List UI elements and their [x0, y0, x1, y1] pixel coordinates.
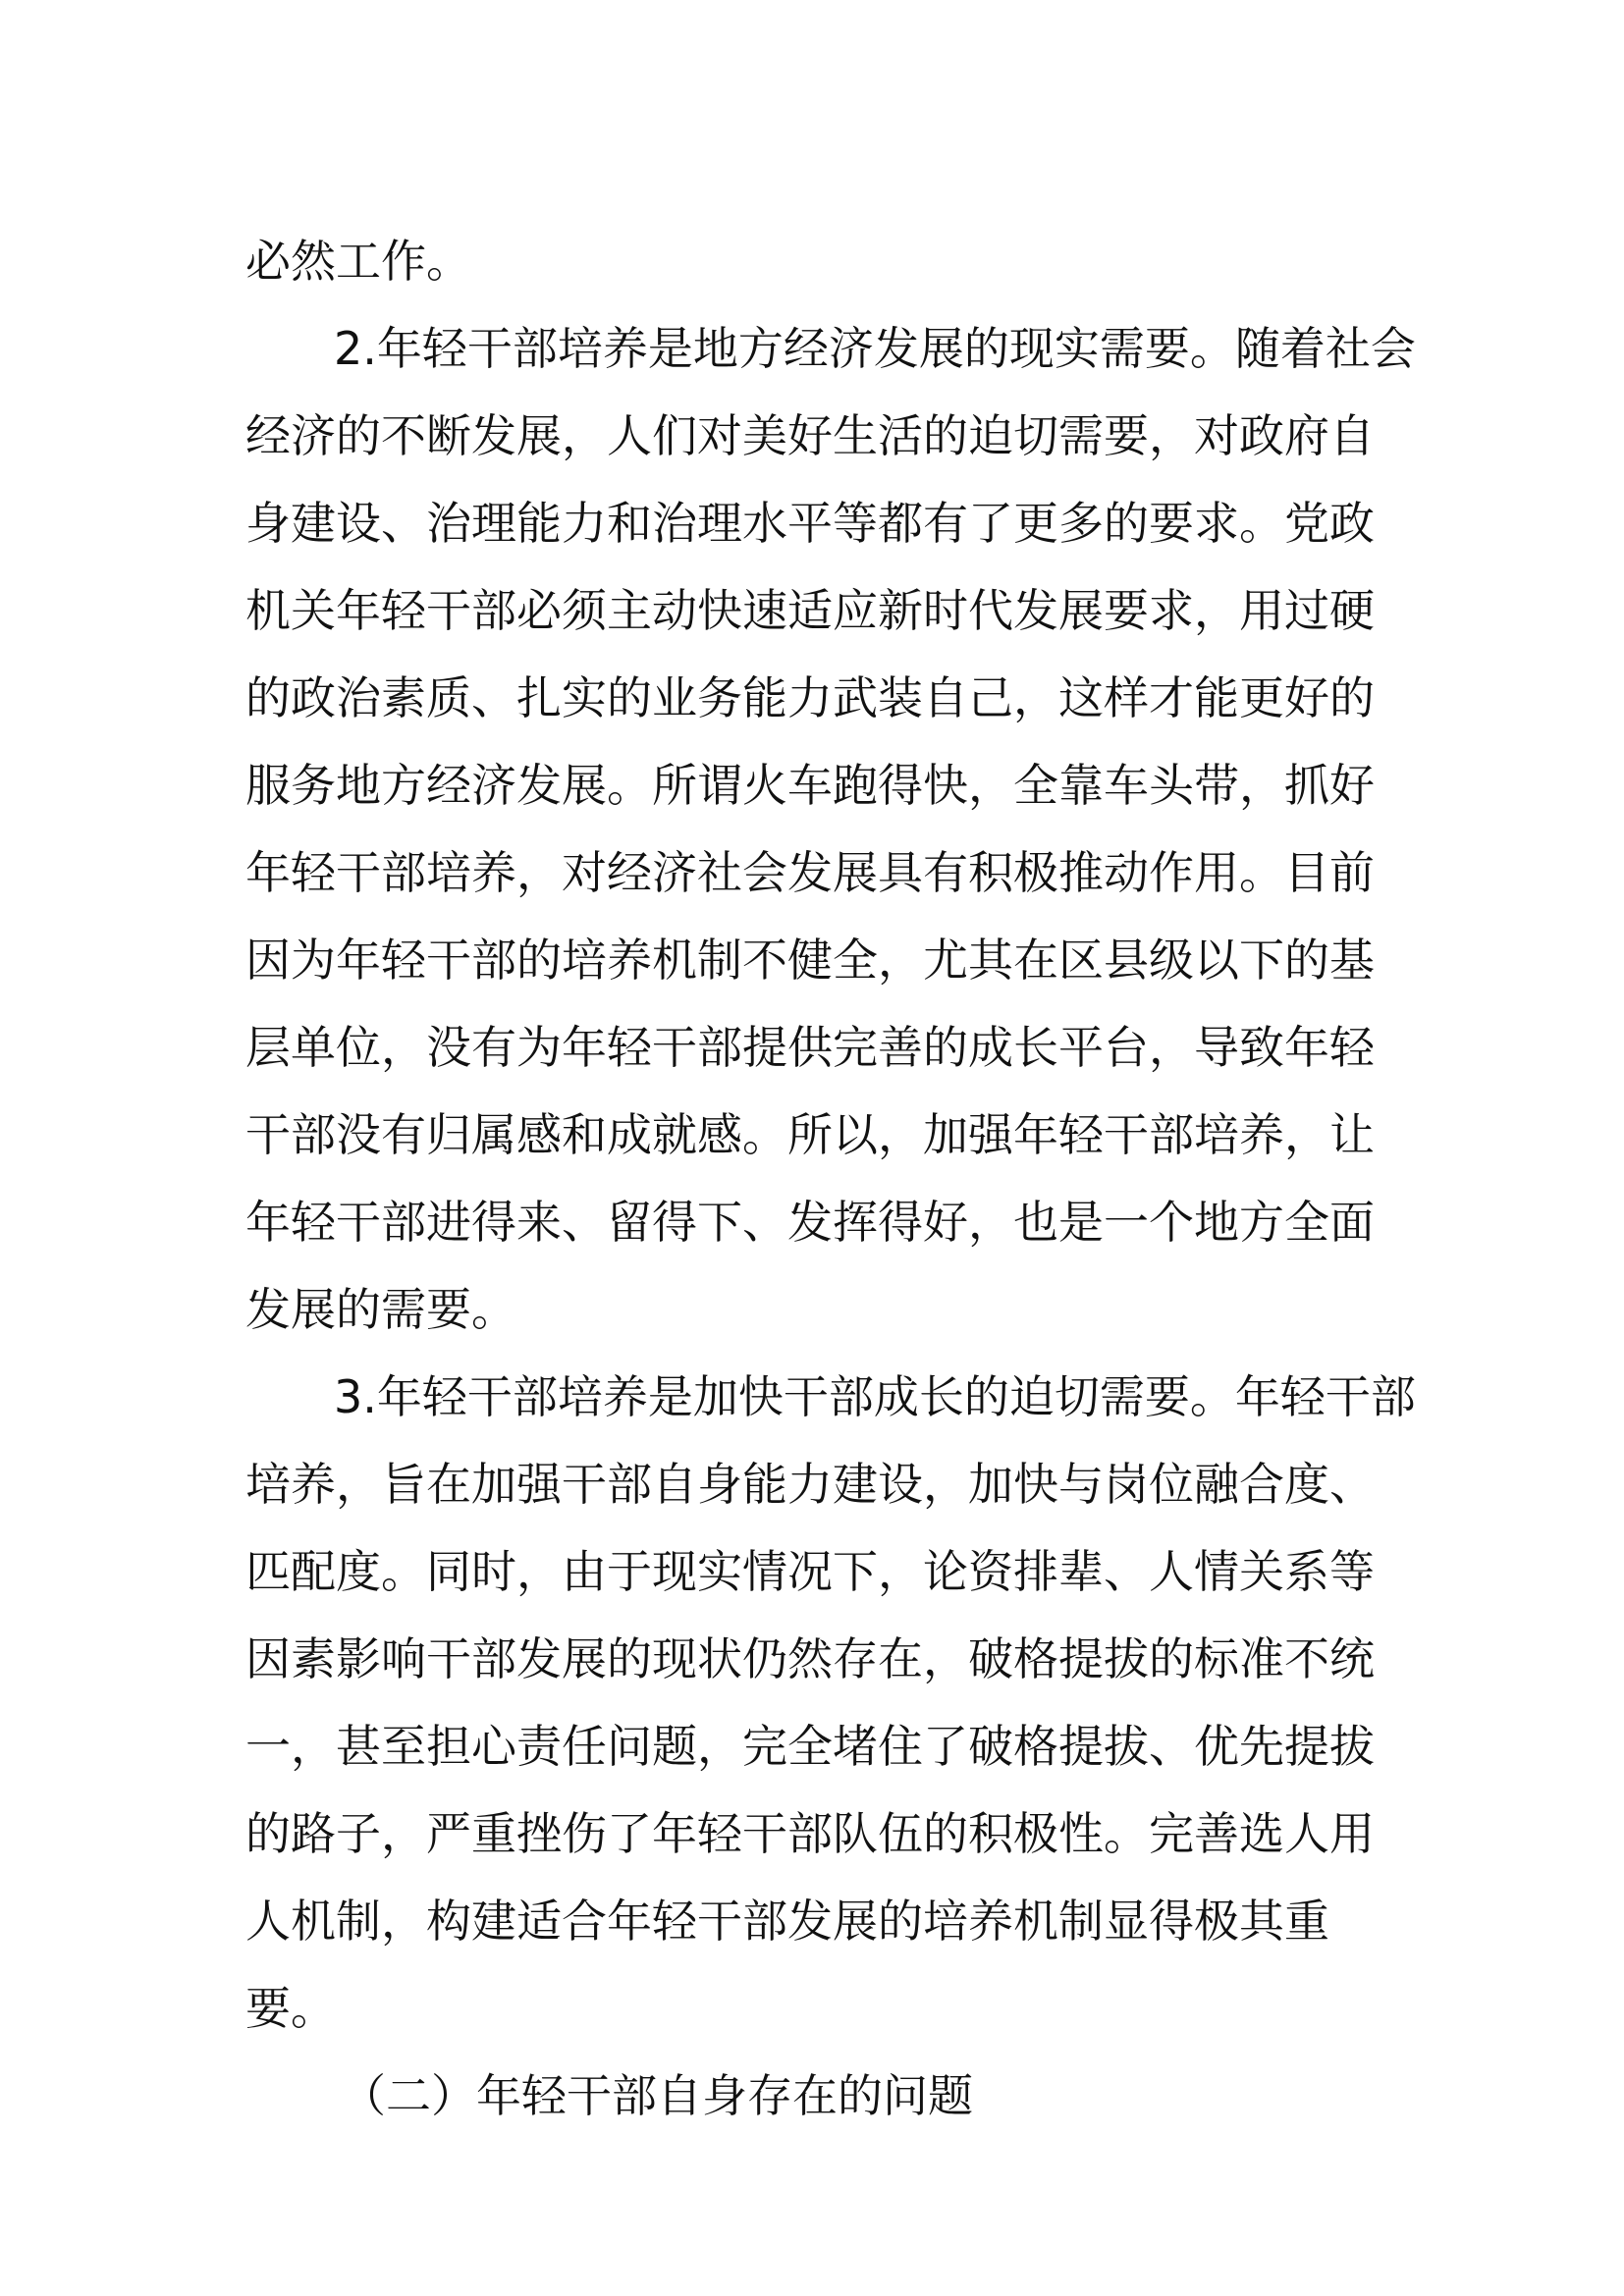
text-line: 层单位，没有为年轻干部提供完善的成长平台，导致年轻	[245, 1021, 1375, 1074]
text-line: 经济的不断发展，人们对美好生活的迫切需要，对政府自	[245, 409, 1375, 462]
text-line: 必然工作。	[245, 235, 471, 288]
text-line: 要。	[245, 1982, 336, 2035]
text-line: 人机制，构建适合年轻干部发展的培养机制显得极其重	[245, 1895, 1329, 1948]
text-line: 的政治素质、扎实的业务能力武装自己，这样才能更好的	[245, 671, 1375, 724]
text-line: 身建设、治理能力和治理水平等都有了更多的要求。党政	[245, 497, 1375, 550]
text-line: 干部没有归属感和成就感。所以，加强年轻干部培养，让	[245, 1108, 1375, 1161]
text-line: 年轻干部培养，对经济社会发展具有积极推动作用。目前	[245, 846, 1375, 899]
paragraph-start-line: 3.年轻干部培养是加快干部成长的迫切需要。年轻干部	[334, 1370, 1416, 1423]
text-line: 发展的需要。	[245, 1283, 516, 1336]
text-line: 因素影响干部发展的现状仍然存在，破格提拔的标准不统	[245, 1632, 1375, 1685]
paragraph-start-line: 2.年轻干部培养是地方经济发展的现实需要。随着社会	[334, 322, 1416, 375]
text-line: 年轻干部进得来、留得下、发挥得好，也是一个地方全面	[245, 1196, 1375, 1249]
text-line: 一，甚至担心责任问题，完全堵住了破格提拔、优先提拔	[245, 1720, 1375, 1773]
section-heading: （二）年轻干部自身存在的问题	[341, 2069, 973, 2122]
text-line: 的路子，严重挫伤了年轻干部队伍的积极性。完善选人用	[245, 1807, 1375, 1860]
text-line: 服务地方经济发展。所谓火车跑得快，全靠车头带，抓好	[245, 759, 1375, 812]
text-line: 匹配度。同时，由于现实情况下，论资排辈、人情关系等	[245, 1545, 1375, 1598]
text-line: 培养，旨在加强干部自身能力建设，加快与岗位融合度、	[245, 1458, 1375, 1511]
text-line: 因为年轻干部的培养机制不健全，尤其在区县级以下的基	[245, 934, 1375, 987]
text-line: 机关年轻干部必须主动快速适应新时代发展要求，用过硬	[245, 584, 1375, 637]
